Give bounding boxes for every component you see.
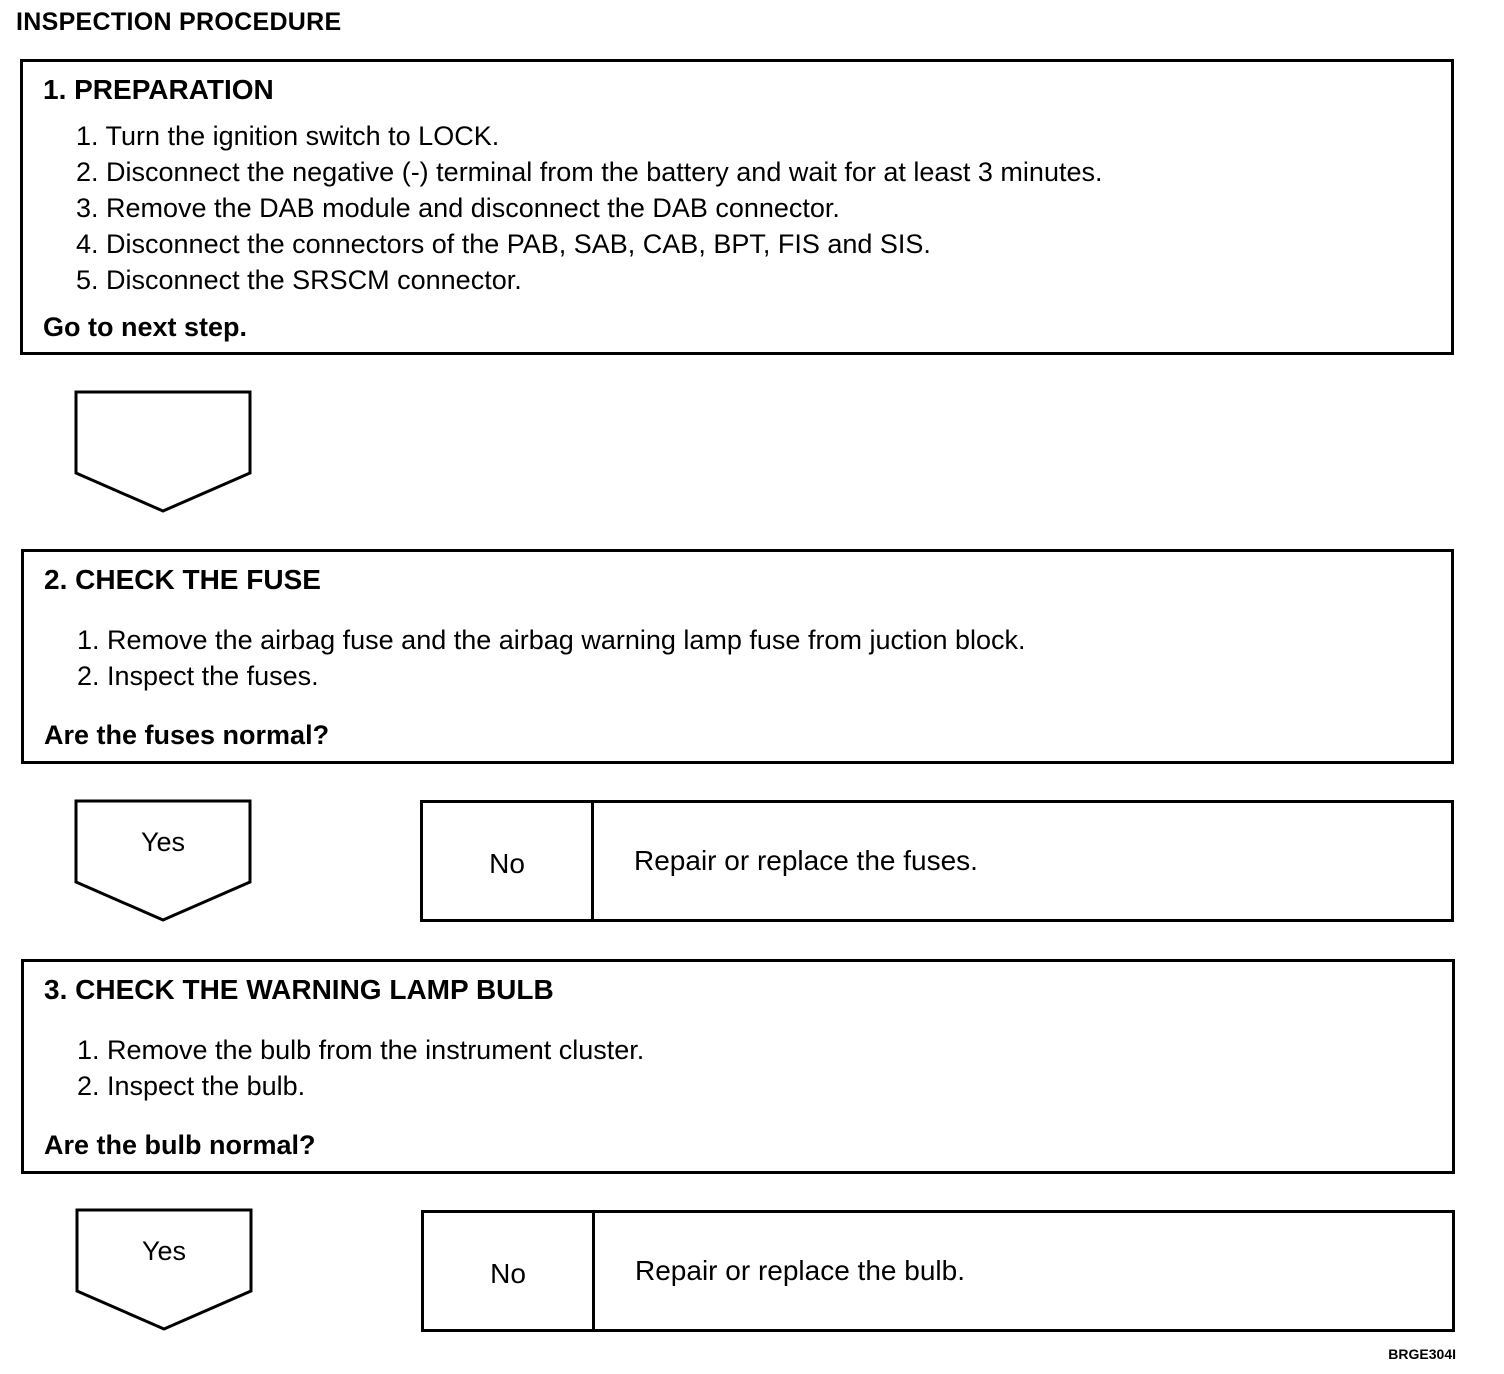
no-label: No — [423, 803, 594, 919]
step-1-list — [76, 118, 1102, 298]
list-item: 1. Remove the airbag fuse and the airbag warning lamp fuse from juction block. — [77, 625, 1026, 655]
flow-arrow-1 — [74, 390, 252, 514]
down-pentagon-arrow-icon — [74, 390, 252, 514]
step-2-title: 2. CHECK THE FUSE — [44, 564, 321, 595]
step-3-title: 3. CHECK THE WARNING LAMP BULB — [44, 974, 554, 1005]
down-pentagon-arrow-icon — [74, 799, 252, 923]
step-2-footer: Are the fuses normal? — [44, 720, 330, 750]
down-pentagon-arrow-icon — [75, 1208, 253, 1332]
no-action-text: Repair or replace the fuses. — [634, 845, 978, 876]
list-item: 1. Turn the ignition switch to LOCK. — [76, 121, 500, 151]
page-title: INSPECTION PROCEDURE — [16, 8, 342, 36]
step-1-title: 1. PREPARATION — [43, 74, 274, 105]
list-item: 3. Remove the DAB module and disconnect the DAB connector. — [76, 193, 840, 223]
list-item: 2. Inspect the bulb. — [77, 1071, 306, 1101]
step-1-box — [20, 59, 1454, 355]
no-action-text: Repair or replace the bulb. — [635, 1255, 965, 1286]
no-branch-2 — [421, 1210, 1455, 1332]
no-label: No — [424, 1213, 595, 1329]
yes-arrow-1 — [74, 799, 252, 923]
figure-code: BRGE304I — [1388, 1346, 1456, 1362]
yes-label: Yes — [141, 1236, 187, 1266]
yes-label: Yes — [140, 827, 186, 857]
list-item: 2. Disconnect the negative (-) terminal from the battery and wait for at least 3 minutes. — [76, 157, 1103, 187]
list-item: 2. Inspect the fuses. — [77, 661, 319, 691]
list-item: 5. Disconnect the SRSCM connector. — [76, 265, 522, 295]
step-3-box — [21, 959, 1455, 1174]
list-item: 4. Disconnect the connectors of the PAB, SAB, CAB, BPT, FIS and SIS. — [76, 229, 931, 259]
step-3-list — [77, 1032, 644, 1104]
yes-arrow-2 — [75, 1208, 253, 1332]
step-3-footer: Are the bulb normal? — [44, 1130, 316, 1160]
no-branch-1 — [420, 800, 1454, 922]
step-2-box — [21, 549, 1454, 764]
step-2-list — [77, 622, 1026, 694]
list-item: 1. Remove the bulb from the instrument cluster. — [77, 1035, 645, 1065]
step-1-footer: Go to next step. — [43, 312, 248, 342]
